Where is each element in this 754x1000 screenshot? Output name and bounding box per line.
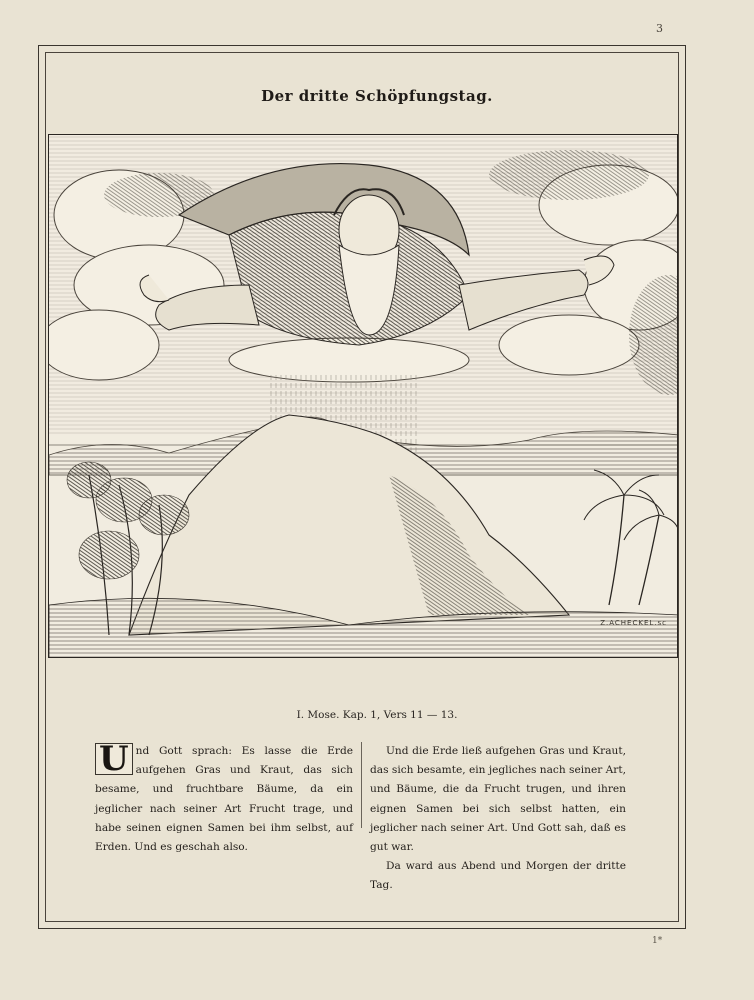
- left-column: [95, 739, 353, 857]
- drop-cap: U: [95, 743, 133, 775]
- right-paragraph-2: Da ward aus Abend und Morgen der dritte Tag.: [370, 860, 626, 892]
- page-title: Der dritte Schöpfungstag.: [261, 87, 493, 105]
- signature-mark: 1*: [652, 936, 663, 946]
- page-number: 3: [656, 22, 663, 35]
- reference-line: I. Mose. Kap. 1, Vers 11 — 13.: [296, 709, 458, 721]
- artist-signature: Z.ACHECKEL.sc: [600, 619, 667, 627]
- engraving-drawing: [49, 135, 678, 658]
- column-divider: [361, 742, 362, 828]
- right-column: [370, 742, 626, 896]
- engraving-illustration: [48, 134, 678, 658]
- right-paragraph-1: Und die Erde ließ aufgehen Gras und Kraut, das sich besamte, ein jegliches nach seiner Art, und Bäume, die da Frucht trugen, und ihren eignen Samen bei sich selbst hatten, ein jeglicher nach seiner Art. Und Gott sah, daß es gut war.: [370, 745, 626, 854]
- left-column-text: nd Gott sprach: Es lasse die Erde aufgehen Gras und Kraut, das sich besame, und fruchtbare Bäume, da ein jeglicher nach seiner Art Frucht trage, und habe seinen eignen Samen bei ihm selbst, auf Erden. Und es geschah also.: [95, 745, 353, 854]
